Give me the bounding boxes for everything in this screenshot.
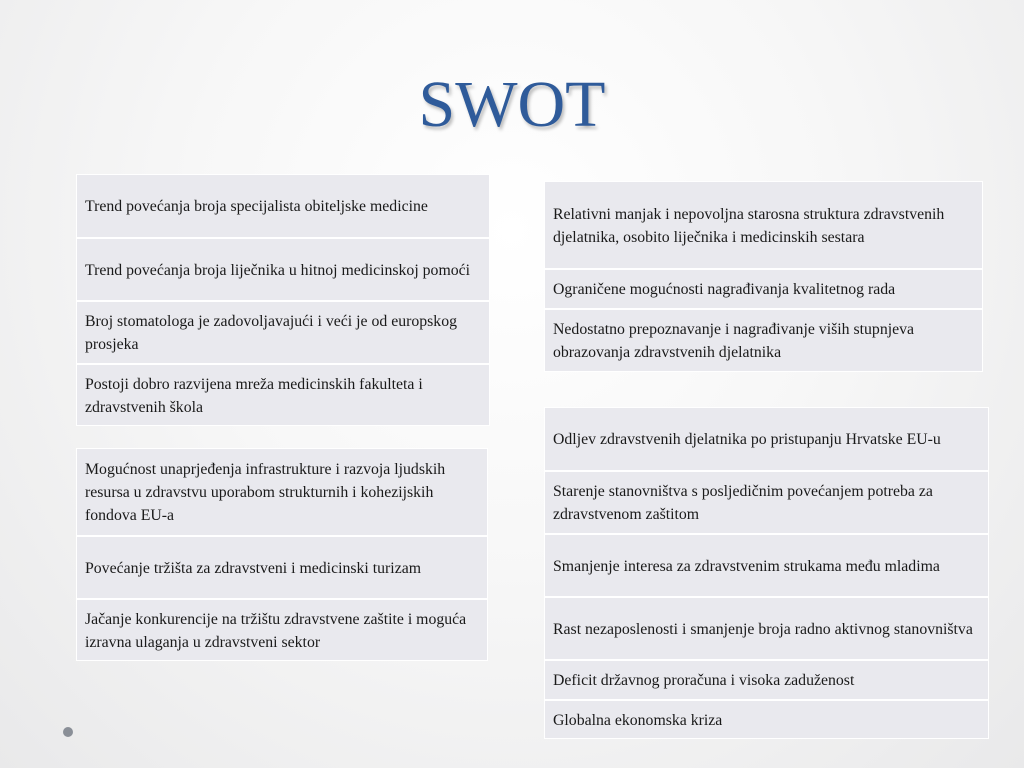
threats-box bbox=[544, 407, 989, 739]
threat-item: Starenje stanovništva s posljedičnim povećanjem potreba za zdravstvenom zaštitom bbox=[544, 470, 989, 533]
weaknesses-box bbox=[544, 181, 983, 372]
bullet-dot-icon bbox=[63, 727, 73, 737]
slide-title: SWOT bbox=[418, 68, 606, 141]
weakness-item: Ograničene mogućnosti nagrađivanja kvalitetnog rada bbox=[544, 268, 983, 308]
weakness-item: Relativni manjak i nepovoljna starosna struktura zdravstvenih djelatnika, osobito liječnika i medicinskih sestara bbox=[544, 181, 983, 268]
threat-item: Rast nezaposlenosti i smanjenje broja radno aktivnog stanovništva bbox=[544, 596, 989, 659]
opportunity-item: Jačanje konkurencije na tržištu zdravstvene zaštite i moguća izravna ulaganja u zdravstveni sektor bbox=[76, 598, 488, 661]
opportunity-item: Mogućnost unaprjeđenja infrastrukture i razvoja ljudskih resursa u zdravstvu uporabom strukturnih i kohezijskih fondova EU-a bbox=[76, 448, 488, 535]
threat-item: Globalna ekonomska kriza bbox=[544, 699, 989, 739]
opportunity-item: Povećanje tržišta za zdravstveni i medicinski turizam bbox=[76, 535, 488, 598]
threat-item: Deficit državnog proračuna i visoka zaduženost bbox=[544, 659, 989, 699]
strength-item: Broj stomatologa je zadovoljavajući i veći je od europskog prosjeka bbox=[76, 300, 490, 363]
strengths-box bbox=[76, 174, 490, 426]
opportunities-box bbox=[76, 448, 488, 661]
strength-item: Trend povećanja broja liječnika u hitnoj medicinskoj pomoći bbox=[76, 237, 490, 300]
strength-item: Trend povećanja broja specijalista obiteljske medicine bbox=[76, 174, 490, 237]
weakness-item: Nedostatno prepoznavanje i nagrađivanje viših stupnjeva obrazovanja zdravstvenih djelatnika bbox=[544, 308, 983, 372]
threat-item: Odljev zdravstvenih djelatnika po pristupanju Hrvatske EU-u bbox=[544, 407, 989, 470]
strength-item: Postoji dobro razvijena mreža medicinskih fakulteta i zdravstvenih škola bbox=[76, 363, 490, 426]
threat-item: Smanjenje interesa za zdravstvenim strukama među mladima bbox=[544, 533, 989, 596]
